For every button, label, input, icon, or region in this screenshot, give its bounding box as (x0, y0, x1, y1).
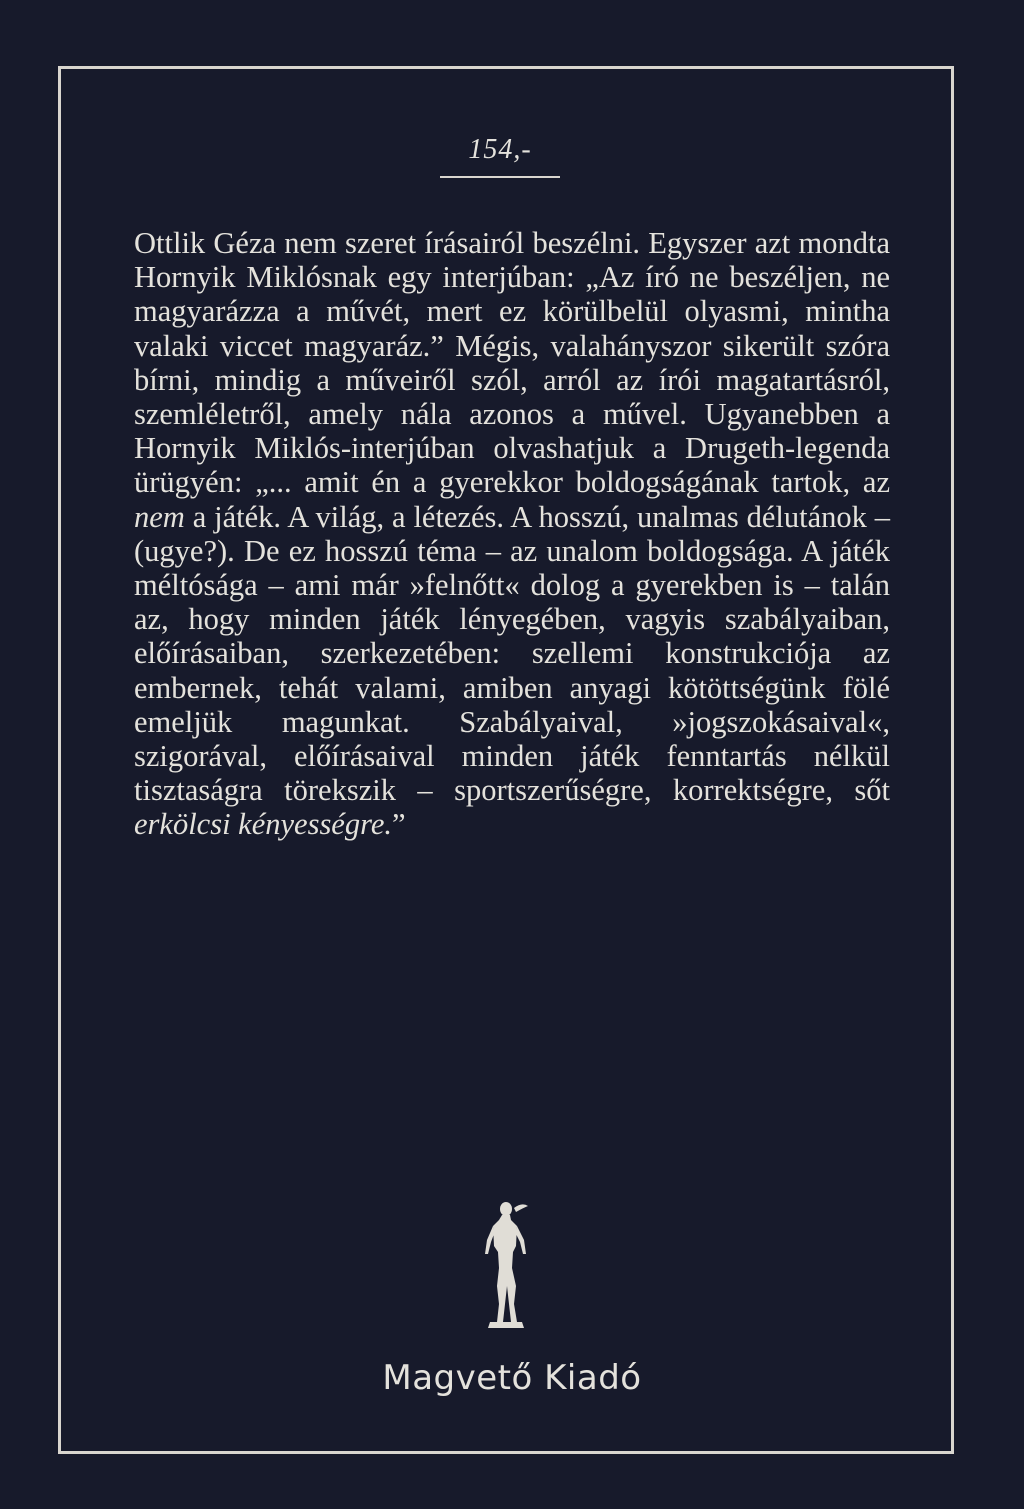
blurb-closing-quote: ” (392, 807, 406, 842)
blurb-text (134, 226, 890, 842)
blurb-emphasis-nem: nem (134, 499, 185, 534)
publisher-name: Magvető Kiadó (382, 1358, 642, 1398)
standing-figure-icon (470, 1196, 540, 1336)
price-underline (440, 176, 560, 178)
blurb-part-1: Ottlik Géza nem szeret írásairól beszélni. Egyszer azt mondta Hornyik Miklósnak egy interjúban: „Az író ne beszéljen, ne magyarázza a művét, mert ez körülbelül olyasmi, mintha valaki viccet magyaráz.” Mégis, valahányszor sikerült szóra bírni, mindig a műveiről szól, arról az írói magatartásról, szemléletről, amely nála azonos a művel. Ugyanebben a Hornyik Miklós-interjúban olvashatjuk a Drugeth-legenda ürügyén: „... amit én a gyerekkor boldogságának tartok, az (134, 226, 890, 500)
blurb-emphasis-erkolcsi: erkölcsi kényességre. (134, 807, 392, 842)
blurb-part-2: a játék. A világ, a létezés. A hosszú, unalmas délutánok – (ugye?). De ez hosszú téma – az unalom boldogsága. A játék méltósága – ami már »felnőtt« dolog a gyerekben is – talán az, hogy minden játék lényegében, vagyis szabályaiban, előírásaiban, szerkezetében: szellemi konstrukciója az embernek, tehát valami, amiben anyagi kötöttségünk fölé emeljük magunkat. Szabályaival, »jogszokásaival«, szigorával, előírásaival minden játék fenntartás nélkül tisztaságra törekszik – sportszerűségre, korrektségre, sőt (134, 499, 890, 808)
price-label: 154,- (468, 134, 532, 165)
